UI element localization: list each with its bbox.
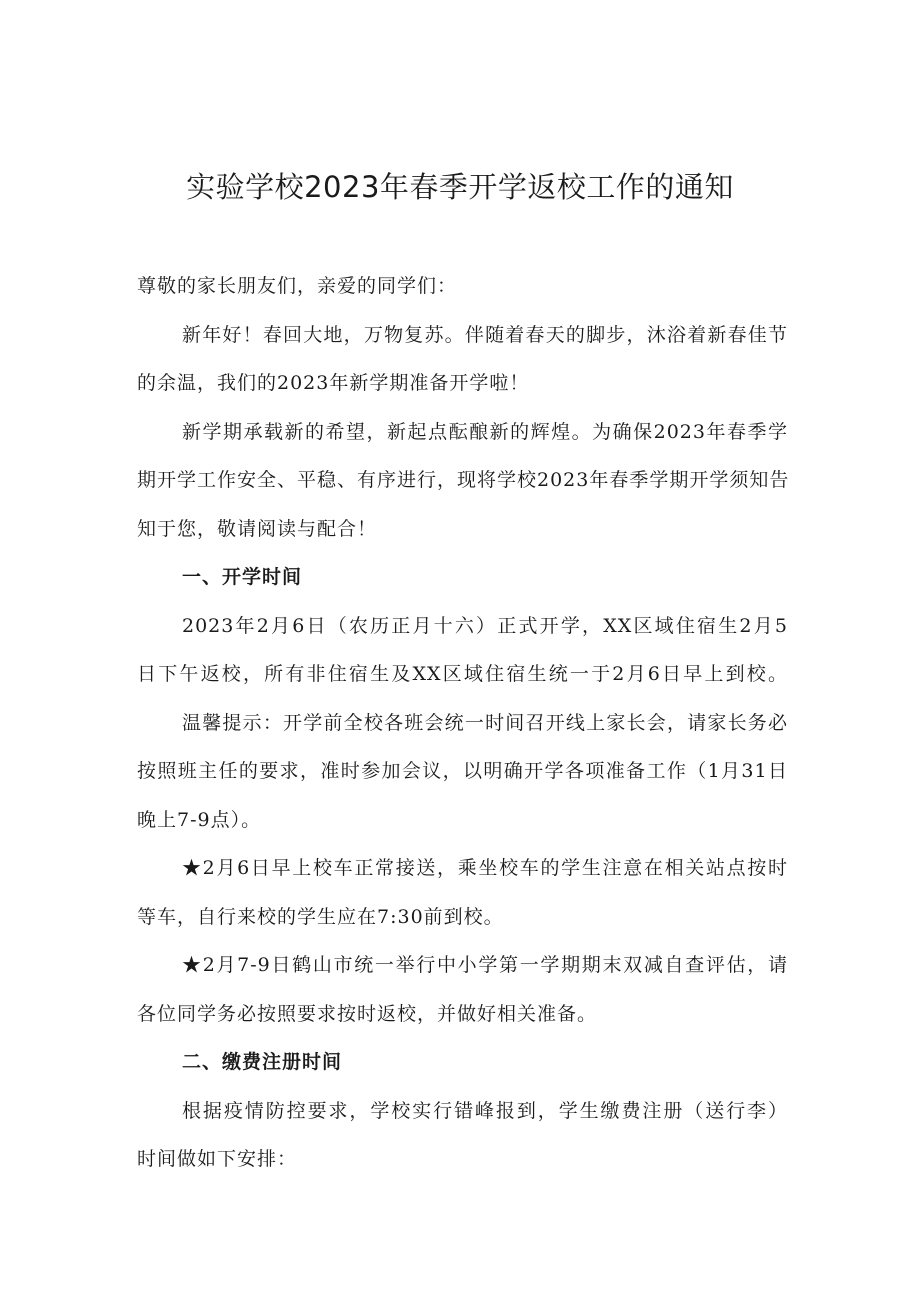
paragraph-start-date-line-1: 2023年2月6日（农历正月十六）正式开学，XX区域住宿生2月5 <box>182 614 788 637</box>
salutation: 尊敬的家长朋友们，亲爱的同学们： <box>137 275 458 297</box>
paragraph-intro-line-2: 期开学工作安全、平稳、有序进行，现将学校2023年春季学期开学须知告 <box>137 469 790 491</box>
section-heading-start-time: 一、开学时间 <box>182 566 303 588</box>
document-title: 实验学校2023年春季开学返校工作的通知 <box>186 170 734 204</box>
paragraph-registration-line-2: 时间做如下安排： <box>137 1148 298 1170</box>
paragraph-intro-line-3: 知于您，敬请阅读与配合！ <box>137 517 378 540</box>
paragraph-assessment-line-1: ★2月7-9日鹤山市统一举行中小学第一学期期末双减自查评估，请 <box>182 954 788 976</box>
paragraph-assessment-line-2: 各位同学务必按照要求按时返校，并做好相关准备。 <box>137 1002 598 1025</box>
paragraph-bus-line-2: 等车，自行来校的学生应在7:30前到校。 <box>137 905 504 928</box>
section-heading-registration: 二、缴费注册时间 <box>182 1051 343 1073</box>
document-body <box>137 262 788 1184</box>
paragraph-reminder-line-1: 温馨提示：开学前全校各班会统一时间召开线上家长会，请家长务必 <box>182 711 788 734</box>
paragraph-greeting-line-2: 的余温，我们的2023年新学期准备开学啦！ <box>137 372 530 394</box>
paragraph-start-date-line-2: 日下午返校，所有非住宿生及XX区域住宿生统一于2月6日早上到校。 <box>137 663 788 685</box>
paragraph-bus-line-1: ★2月6日早上校车正常接送，乘坐校车的学生注意在相关站点按时 <box>182 857 788 879</box>
paragraph-registration-line-1: 根据疫情防控要求，学校实行错峰报到，学生缴费注册（送行李） <box>182 1099 788 1122</box>
paragraph-greeting-line-1: 新年好！春回大地，万物复苏。伴随着春天的脚步，沐浴着新春佳节 <box>182 323 788 346</box>
paragraph-reminder-line-3: 晚上7-9点）。 <box>137 808 262 831</box>
paragraph-intro-line-1: 新学期承载新的希望，新起点酝酿新的辉煌。为确保2023年春季学 <box>182 420 788 443</box>
paragraph-reminder-line-2: 按照班主任的要求，准时参加会议，以明确开学各项准备工作（1月31日 <box>137 760 788 782</box>
